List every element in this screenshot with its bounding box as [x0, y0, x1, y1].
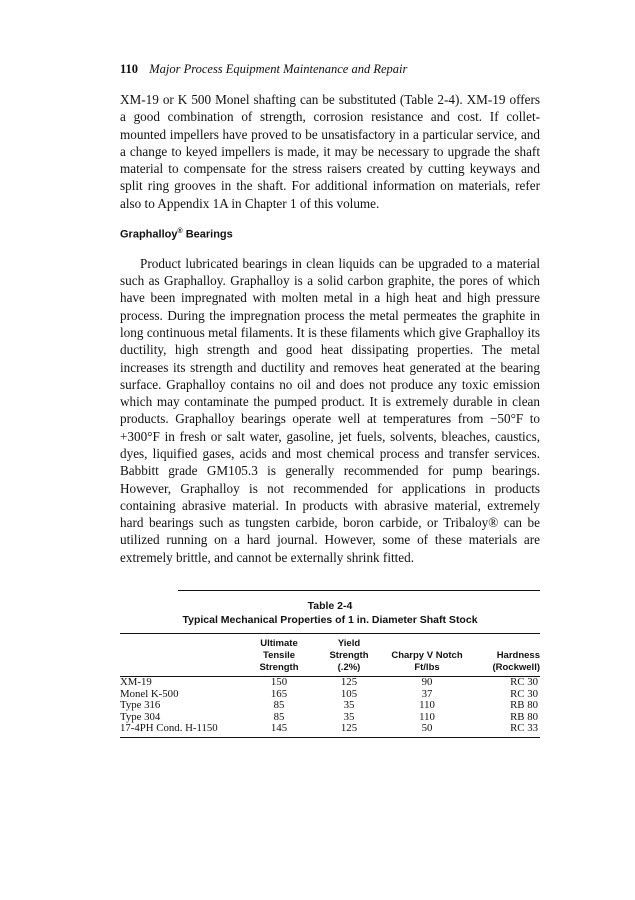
header-yield: Yield Strength (.2%)	[329, 638, 369, 673]
table-2-4	[120, 590, 540, 738]
section-heading-text: Graphalloy	[120, 228, 178, 241]
table-number: Table 2-4	[307, 600, 353, 612]
section-heading	[120, 228, 540, 241]
cell-material: XM-19	[120, 676, 152, 688]
table-caption	[120, 599, 540, 627]
table-row	[120, 677, 540, 689]
body-paragraph-1: XM-19 or K 500 Monel shafting can be substituted (Table 2-4). XM-19 offers a good combination of strength, corrosion resistance and cost. If collet-mounted impellers have proved to be unsatisfactory in a particular service, and a change to keyed impellers is made, it may be necessary to upgrade the shaft material to compensate for the stress raisers created by cutting keyways and split ring grooves in the shaft. For additional information on materials, refer also to Appendix 1A in Chapter 1 of this volume.	[120, 92, 540, 211]
cell-yield: 35	[343, 710, 355, 723]
cell-yield: 35	[343, 699, 355, 711]
header-material	[120, 634, 244, 677]
registered-mark: ®	[177, 228, 183, 236]
section-heading-tail: Bearings	[182, 228, 233, 241]
cell-yield: 105	[340, 687, 358, 700]
table-bottom-rule	[120, 737, 540, 738]
cell-hardness: RB 80	[510, 710, 538, 723]
cell-charpy: 37	[421, 687, 433, 700]
running-title: Major Process Equipment Maintenance and Repair	[149, 62, 408, 76]
cell-tensile: 85	[273, 710, 285, 723]
cell-hardness: RC 33	[510, 722, 538, 734]
table-header-row	[120, 634, 540, 677]
table-top-rule	[178, 590, 540, 591]
table-title: Typical Mechanical Properties of 1 in. Diameter Shaft Stock	[182, 614, 478, 626]
cell-material: Type 304	[120, 710, 161, 723]
cell-charpy: 90	[421, 676, 433, 688]
header-tensile: Ultimate Tensile Strength	[259, 638, 299, 673]
running-header	[120, 62, 540, 77]
page-number: 110	[120, 62, 139, 76]
table-row	[120, 700, 540, 712]
cell-material: 17-4PH Cond. H-1150	[120, 722, 218, 734]
cell-charpy: 110	[419, 699, 435, 711]
cell-tensile: 150	[270, 676, 288, 688]
cell-yield: 125	[340, 676, 358, 688]
header-hardness: Hardness (Rockwell)	[492, 650, 540, 673]
cell-hardness: RB 80	[510, 699, 538, 711]
cell-tensile: 85	[273, 699, 285, 711]
table-body	[120, 677, 540, 737]
body-paragraph-2: Product lubricated bearings in clean liquids can be upgraded to a material such as Graphalloy. Graphalloy is a solid carbon graphite, the pores of which have been impregnated with molten metal in a high heat and high pressure process. During the impregnation process the metal permeates the graphite in long continuous metal filaments. It is these filaments which give Graphalloy its ductility, high strength and good heat dissipating properties. The metal increases its strength and ductility and removes heat generated at the bearing surface. Graphalloy contains no oil and does not produce any toxic emission which may contaminate the pumped product. It is extremely durable in clean products. Graphalloy bearings operate well at temperatures from −50°F to +300°F in fresh or salt water, gasoline, jet fuels, solvents, bleaches, caustics, dyes, liquified gases, acids and most chemical process and transfer services. Babbitt grade GM105.3 is generally recommended for pump bearings. However, Graphalloy is not recommended for applications in products containing abrasive material. In products with abrasive material, extremely hard bearings such as tungsten carbide, boron carbide, or Tribaloy® can be utilized running on a hard journal. However, some of these materials are extremely brittle, and cannot be externally shrink fitted.	[120, 255, 540, 565]
properties-table	[120, 634, 540, 737]
cell-hardness: RC 30	[510, 676, 538, 688]
cell-charpy: 110	[419, 710, 435, 723]
cell-tensile: 145	[270, 722, 288, 734]
cell-material: Monel K-500	[120, 687, 179, 700]
cell-material: Type 316	[120, 699, 161, 711]
page-content	[120, 62, 540, 566]
cell-hardness: RC 30	[510, 687, 538, 700]
cell-yield: 125	[340, 722, 358, 734]
table-row	[120, 689, 540, 701]
table-row	[120, 723, 540, 737]
header-charpy: Charpy V Notch Ft/lbs	[391, 650, 463, 673]
cell-tensile: 165	[270, 687, 288, 700]
cell-charpy: 50	[421, 722, 433, 734]
